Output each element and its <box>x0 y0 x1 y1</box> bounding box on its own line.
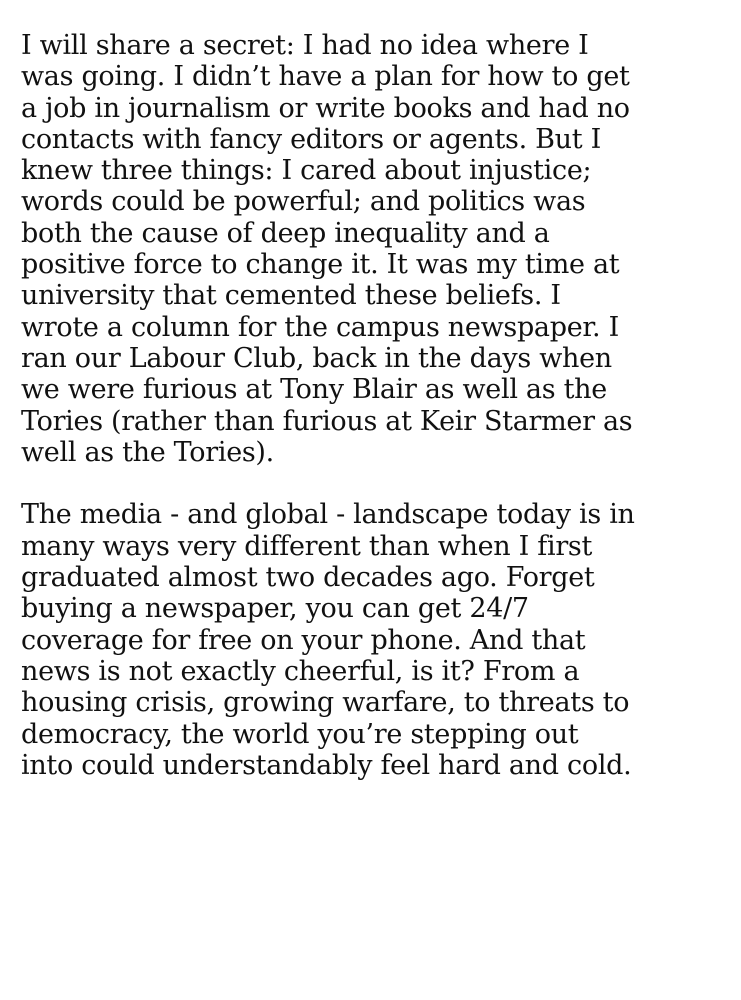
text-line: both the cause of deep inequality and a <box>21 217 550 249</box>
text-line: ran our Labour Club, back in the days when <box>21 342 612 374</box>
text-line: into could understandably feel hard and cold. <box>21 749 632 781</box>
text-line: contacts with fancy editors or agents. But I <box>21 123 601 155</box>
text-line: buying a newspaper, you can get 24/7 <box>21 593 529 625</box>
text-line: coverage for free on your phone. And that <box>21 624 586 656</box>
paragraph-gap <box>21 468 741 499</box>
text-line: The media - and global - landscape today is in <box>21 499 635 531</box>
text-line: news is not exactly cheerful, is it? From a <box>21 655 580 687</box>
text-line: democracy, the world you’re stepping out <box>21 718 579 750</box>
text-line: we were furious at Tony Blair as well as the <box>21 374 607 406</box>
text-line: many ways very different than when I first <box>21 530 593 562</box>
text-line: was going. I didn’t have a plan for how to get <box>21 61 630 93</box>
text-line: graduated almost two decades ago. Forget <box>21 562 595 594</box>
text-line: knew three things: I cared about injustice; <box>21 155 592 187</box>
text-line: positive force to change it. It was my time at <box>21 249 620 281</box>
text-line: wrote a column for the campus newspaper. I <box>21 311 619 343</box>
text-line: housing crisis, growing warfare, to threats to <box>21 687 630 719</box>
text-line: university that cemented these beliefs. I <box>21 280 561 312</box>
paragraph-1 <box>21 30 741 468</box>
text-line: words could be powerful; and politics was <box>21 186 586 218</box>
text-line: Tories (rather than furious at Keir Starmer as <box>21 405 633 437</box>
text-line: a job in journalism or write books and had no <box>21 92 630 124</box>
text-line: well as the Tories). <box>21 436 274 468</box>
text-line: I will share a secret: I had no idea where I <box>21 30 589 61</box>
paragraph-2 <box>21 499 741 781</box>
